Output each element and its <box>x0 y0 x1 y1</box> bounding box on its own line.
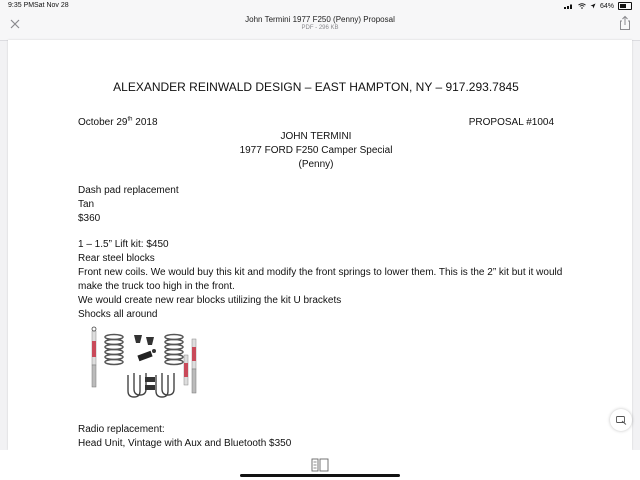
dash-section <box>78 184 179 226</box>
document-title: John Termini 1977 F250 (Penny) Proposal <box>245 15 395 24</box>
wifi-icon <box>578 3 586 9</box>
lift-section <box>78 238 564 322</box>
status-right <box>564 2 632 10</box>
dash-title: Dash pad replacement <box>78 185 179 196</box>
thumbnails-icon[interactable] <box>311 458 329 472</box>
radio-title: Radio replacement: <box>78 424 165 435</box>
lift-rear: Rear steel blocks <box>78 253 155 264</box>
lift-front: Front new coils. We would buy this kit and modify the front springs to lower them. This is the 2” kit but it would make the truck too high in the front. <box>78 267 563 292</box>
lift-title: 1 – 1.5” Lift kit: $450 <box>78 239 169 250</box>
vehicle-nickname: (Penny) <box>298 159 334 170</box>
radio-section <box>78 423 291 450</box>
lift-kit-image <box>88 325 206 403</box>
vehicle-name: 1977 FORD F250 Camper Special <box>239 145 393 156</box>
pdf-page[interactable] <box>8 40 632 450</box>
bottom-bar <box>0 450 640 480</box>
letterhead: ALEXANDER REINWALD DESIGN – EAST HAMPTON, NY – 917.293.7845 <box>113 80 519 94</box>
markup-icon <box>610 409 632 431</box>
client-block <box>78 130 554 172</box>
proposal-number: PROPOSAL #1004 <box>468 117 554 128</box>
signal-icon <box>564 3 574 9</box>
lift-blocks: We would create new rear blocks utilizing the kit U brackets <box>78 295 342 306</box>
proposal-date <box>78 116 158 130</box>
status-time: 9:35 PM <box>8 2 35 9</box>
radio-head-unit: Head Unit, Vintage with Aux and Bluetooth $350 <box>78 438 292 449</box>
date-suffix-sup: th <box>127 116 133 123</box>
home-indicator[interactable] <box>240 474 400 477</box>
dash-color: Tan <box>78 199 95 210</box>
status-bar <box>0 0 640 12</box>
markup-button[interactable] <box>610 409 632 431</box>
date-year: 2018 <box>132 117 158 128</box>
share-icon[interactable] <box>618 15 632 31</box>
document-subtitle: PDF - 296 KB <box>301 25 339 31</box>
client-name: JOHN TERMINI <box>280 131 352 142</box>
status-date: Sat Nov 28 <box>34 2 69 9</box>
document-header <box>0 12 640 41</box>
lift-shocks: Shocks all around <box>78 309 158 320</box>
battery-fill <box>620 4 626 8</box>
date-prefix: October 29 <box>78 117 128 128</box>
location-icon <box>590 3 596 9</box>
dash-price: $360 <box>78 213 101 224</box>
battery-percent: 64% <box>599 2 614 10</box>
battery-icon <box>618 2 632 10</box>
